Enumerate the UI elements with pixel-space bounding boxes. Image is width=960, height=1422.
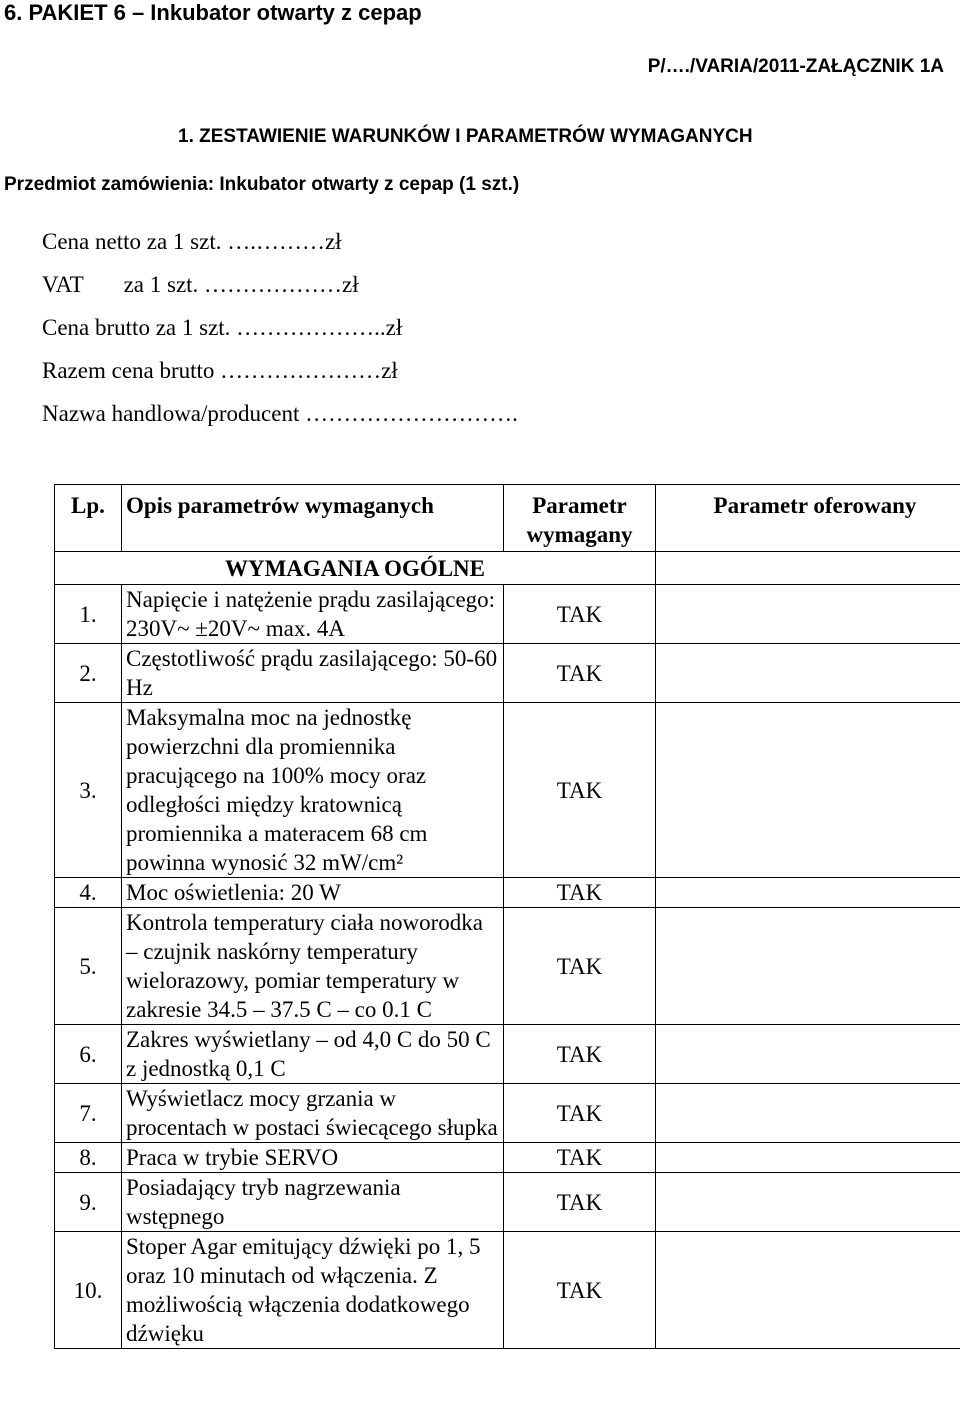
row-lp: 10.	[55, 1232, 122, 1349]
row-required: TAK	[504, 878, 656, 908]
price-gross-field: Cena brutto za 1 szt. ………………..zł	[42, 315, 403, 340]
table-row	[55, 1025, 960, 1084]
section-offered-cell	[656, 552, 960, 585]
table-row	[55, 1084, 960, 1143]
row-lp: 3.	[55, 703, 122, 878]
row-description: Napięcie i natężenie prądu zasilającego: 230V~ ±20V~ max. 4A	[122, 585, 504, 644]
header-lp: Lp.	[55, 485, 122, 552]
row-description: Moc oświetlenia: 20 W	[122, 878, 504, 908]
row-description: Zakres wyświetlany – od 4,0 C do 50 C z jednostką 0,1 C	[122, 1025, 504, 1084]
row-lp: 5.	[55, 908, 122, 1025]
order-subject: Przedmiot zamówienia: Inkubator otwarty z cepap (1 szt.)	[4, 174, 520, 195]
row-required: TAK	[504, 1143, 656, 1173]
row-offered-input[interactable]	[656, 1025, 960, 1084]
row-required: TAK	[504, 1173, 656, 1232]
row-offered-input[interactable]	[656, 1173, 960, 1232]
row-offered-input[interactable]	[656, 1143, 960, 1173]
table-row	[55, 878, 960, 908]
row-lp: 2.	[55, 644, 122, 703]
row-lp: 1.	[55, 585, 122, 644]
row-description: Częstotliwość prądu zasilającego: 50-60 Hz	[122, 644, 504, 703]
row-offered-input[interactable]	[656, 703, 960, 878]
row-required: TAK	[504, 1084, 656, 1143]
row-offered-input[interactable]	[656, 908, 960, 1025]
row-description: Kontrola temperatury ciała noworodka – czujnik naskórny temperatury wielorazowy, pomiar temperatury w zakresie 34.5 – 37.5 C – co 0.1 C	[122, 908, 504, 1025]
header-description: Opis parametrów wymaganych	[122, 485, 504, 552]
row-lp: 8.	[55, 1143, 122, 1173]
table-row	[55, 908, 960, 1025]
row-required: TAK	[504, 1025, 656, 1084]
row-description: Posiadający tryb nagrzewania wstępnego	[122, 1173, 504, 1232]
row-description: Stoper Agar emitujący dźwięki po 1, 5 oraz 10 minutach od włączenia. Z możliwością włączenia dodatkowego dźwięku	[122, 1232, 504, 1349]
row-offered-input[interactable]	[656, 1084, 960, 1143]
row-required: TAK	[504, 1232, 656, 1349]
table-row	[55, 585, 960, 644]
header-required: Parametr wymagany	[504, 485, 656, 552]
header-offered: Parametr oferowany	[656, 485, 960, 552]
row-offered-input[interactable]	[656, 878, 960, 908]
row-lp: 9.	[55, 1173, 122, 1232]
document-title: 6. PAKIET 6 – Inkubator otwarty z cepap	[4, 0, 422, 25]
row-required: TAK	[504, 703, 656, 878]
vat-field: VAT za 1 szt. ………………zł	[42, 272, 359, 297]
parameters-table	[54, 484, 960, 1349]
table-row	[55, 1173, 960, 1232]
row-offered-input[interactable]	[656, 585, 960, 644]
row-offered-input[interactable]	[656, 644, 960, 703]
total-gross-field: Razem cena brutto …………………zł	[42, 358, 398, 383]
row-lp: 4.	[55, 878, 122, 908]
section-title: 1. ZESTAWIENIE WARUNKÓW I PARAMETRÓW WYMAGANYCH	[178, 126, 753, 147]
reference-number: P/…./VARIA/2011-ZAŁĄCZNIK 1A	[647, 56, 944, 77]
section-label: WYMAGANIA OGÓLNE	[55, 552, 656, 585]
row-description: Maksymalna moc na jednostkę powierzchni dla promiennika pracującego na 100% mocy oraz odległości między kratownicą promiennika a materacem 68 cm powinna wynosić 32 mW/cm²	[122, 703, 504, 878]
section-row	[55, 552, 960, 585]
trade-name-field: Nazwa handlowa/producent ……………………….	[42, 401, 518, 426]
row-required: TAK	[504, 908, 656, 1025]
row-lp: 7.	[55, 1084, 122, 1143]
table-row	[55, 644, 960, 703]
row-description: Praca w trybie SERVO	[122, 1143, 504, 1173]
row-offered-input[interactable]	[656, 1232, 960, 1349]
row-required: TAK	[504, 644, 656, 703]
row-description: Wyświetlacz mocy grzania w procentach w postaci świecącego słupka	[122, 1084, 504, 1143]
table-header-row	[55, 485, 960, 552]
price-net-field: Cena netto za 1 szt. ….………zł	[42, 229, 342, 254]
row-required: TAK	[504, 585, 656, 644]
table-row	[55, 1143, 960, 1173]
table-row	[55, 1232, 960, 1349]
row-lp: 6.	[55, 1025, 122, 1084]
table-row	[55, 703, 960, 878]
